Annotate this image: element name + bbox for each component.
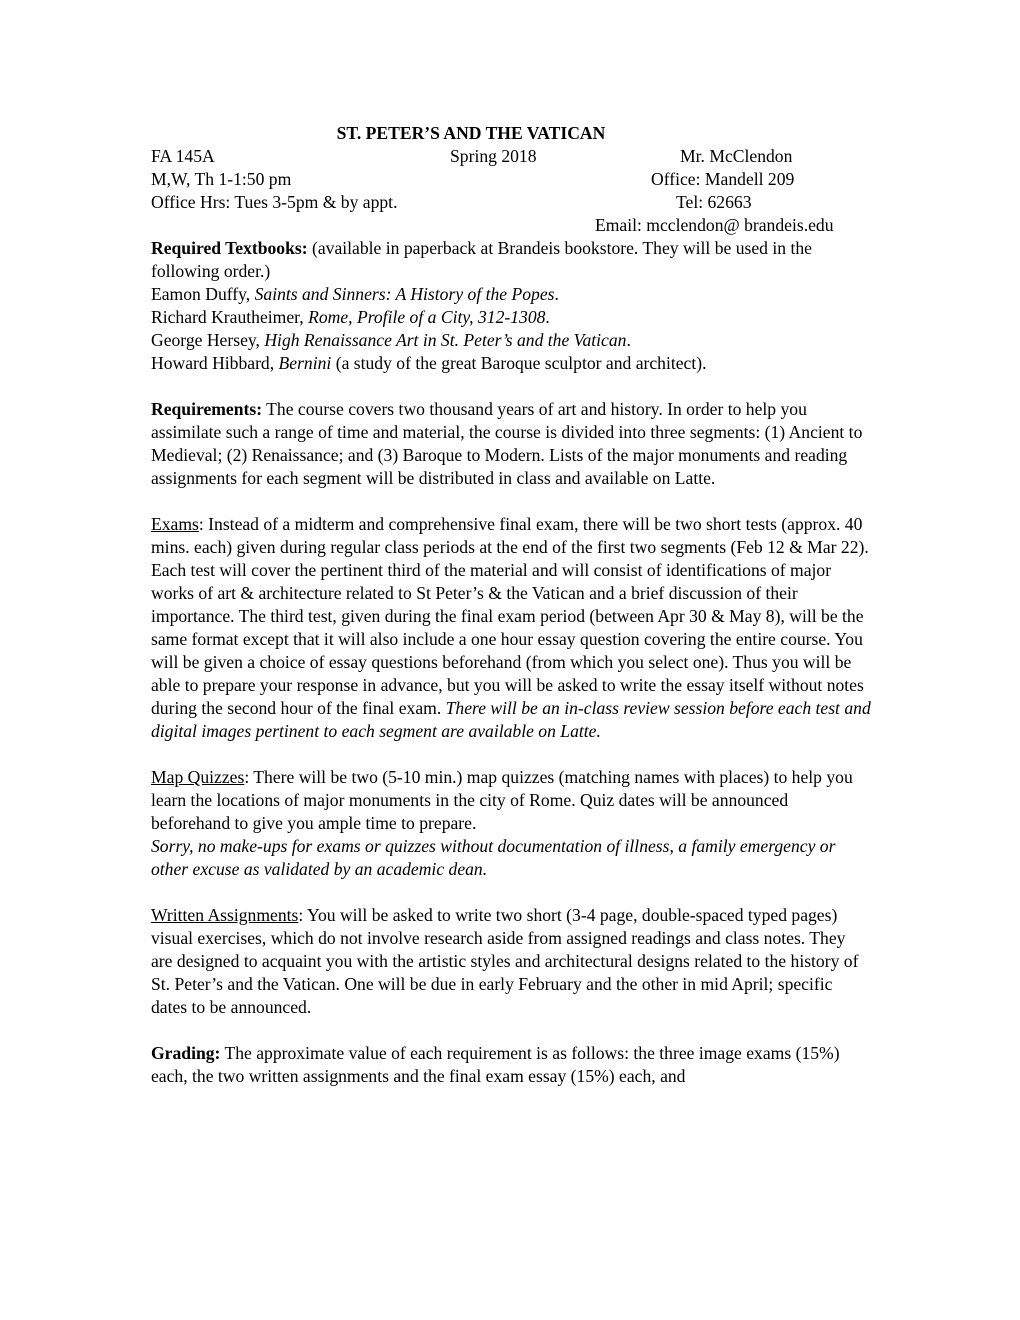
map-quizzes-section: Map Quizzes: There will be two (5-10 min.) map quizzes (matching names with places) to help you learn the locations of major monuments in the city of Rome. Quiz dates will be announced beforehand to give you ample time to prepare. [151, 767, 853, 833]
office-location: Office: Mandell 209 [651, 169, 795, 189]
header-row-4 [151, 214, 871, 237]
textbook-item: Eamon Duffy, Saints and Sinners: A History of the Popes. [151, 284, 559, 304]
instructor: Mr. McClendon [680, 146, 793, 166]
textbook-item: Richard Krautheimer, Rome, Profile of a City, 312-1308. [151, 307, 550, 327]
requirements-heading: Requirements: [151, 399, 263, 419]
course-code: FA 145A [151, 146, 215, 166]
exams-section: Exams: Instead of a midterm and comprehensive final exam, there will be two short tests (approx. 40 mins. each) given during regular class periods at the end of the first two segments (Feb 12 & Mar 22). Each test will cover the pertinent third of the material and will consist of identifications of major works of art & architecture related to St Peter’s & the Vatican and a brief discussion of their importance. The third test, given during the final exam period (between Apr 30 & May 8), will be the same format except that it will also include a one hour essay question covering the entire course. You will be given a choice of essay questions beforehand (from which you select one). Thus you will be able to prepare your response in advance, but you will be asked to write the essay itself without notes during the second hour of the final exam. There will be an in-class review session before each test and digital images pertinent to each segment are available on Latte. [151, 514, 871, 741]
class-schedule: M,W, Th 1-1:50 pm [151, 169, 292, 189]
header-row-1 [151, 145, 871, 168]
course-title: ST. PETER’S AND THE VATICAN [336, 123, 606, 143]
textbooks-intro: Required Textbooks: (available in paperback at Brandeis bookstore. They will be used in the following order.) [151, 238, 812, 281]
requirements-section: Requirements: The course covers two thousand years of art and history. In order to help you assimilate such a range of time and material, the course is divided into three segments: (1) Ancient to Medieval; (2) Renaissance; and (3) Baroque to Modern. Lists of the major monuments and reading assignments for each segment will be distributed in class and available on Latte. [151, 399, 863, 488]
grading-section: Grading: The approximate value of each requirement is as follows: the three image exams (15%) each, the two written assignments and the final exam essay (15%) each, and [151, 1043, 840, 1086]
makeup-policy: Sorry, no make-ups for exams or quizzes without documentation of illness, a family emergency or other excuse as validated by an academic dean. [151, 836, 836, 879]
grading-heading: Grading: [151, 1043, 221, 1063]
telephone: Tel: 62663 [676, 192, 752, 212]
textbooks-heading: Required Textbooks: [151, 238, 308, 258]
written-assignments-section: Written Assignments: You will be asked to write two short (3-4 page, double-spaced typed pages) visual exercises, which do not involve research aside from assigned readings and class notes. They are designed to acquaint you with the artistic styles and architectural designs related to the history of St. Peter’s and the Vatican. One will be due in early February and the other in mid April; specific dates to be announced. [151, 905, 859, 1017]
term: Spring 2018 [450, 146, 537, 166]
map-quizzes-heading: Map Quizzes [151, 767, 245, 787]
syllabus-body [151, 237, 871, 1111]
textbook-item: Howard Hibbard, Bernini (a study of the great Baroque sculptor and architect). [151, 353, 707, 373]
written-assignments-heading: Written Assignments [151, 905, 299, 925]
email: Email: mcclendon@ brandeis.edu [595, 215, 834, 235]
exams-heading: Exams [151, 514, 199, 534]
textbook-item: George Hersey, High Renaissance Art in St. Peter’s and the Vatican. [151, 330, 631, 350]
office-hours: Office Hrs: Tues 3-5pm & by appt. [151, 192, 398, 212]
header-row-2 [151, 168, 871, 191]
header-row-3 [151, 191, 871, 214]
